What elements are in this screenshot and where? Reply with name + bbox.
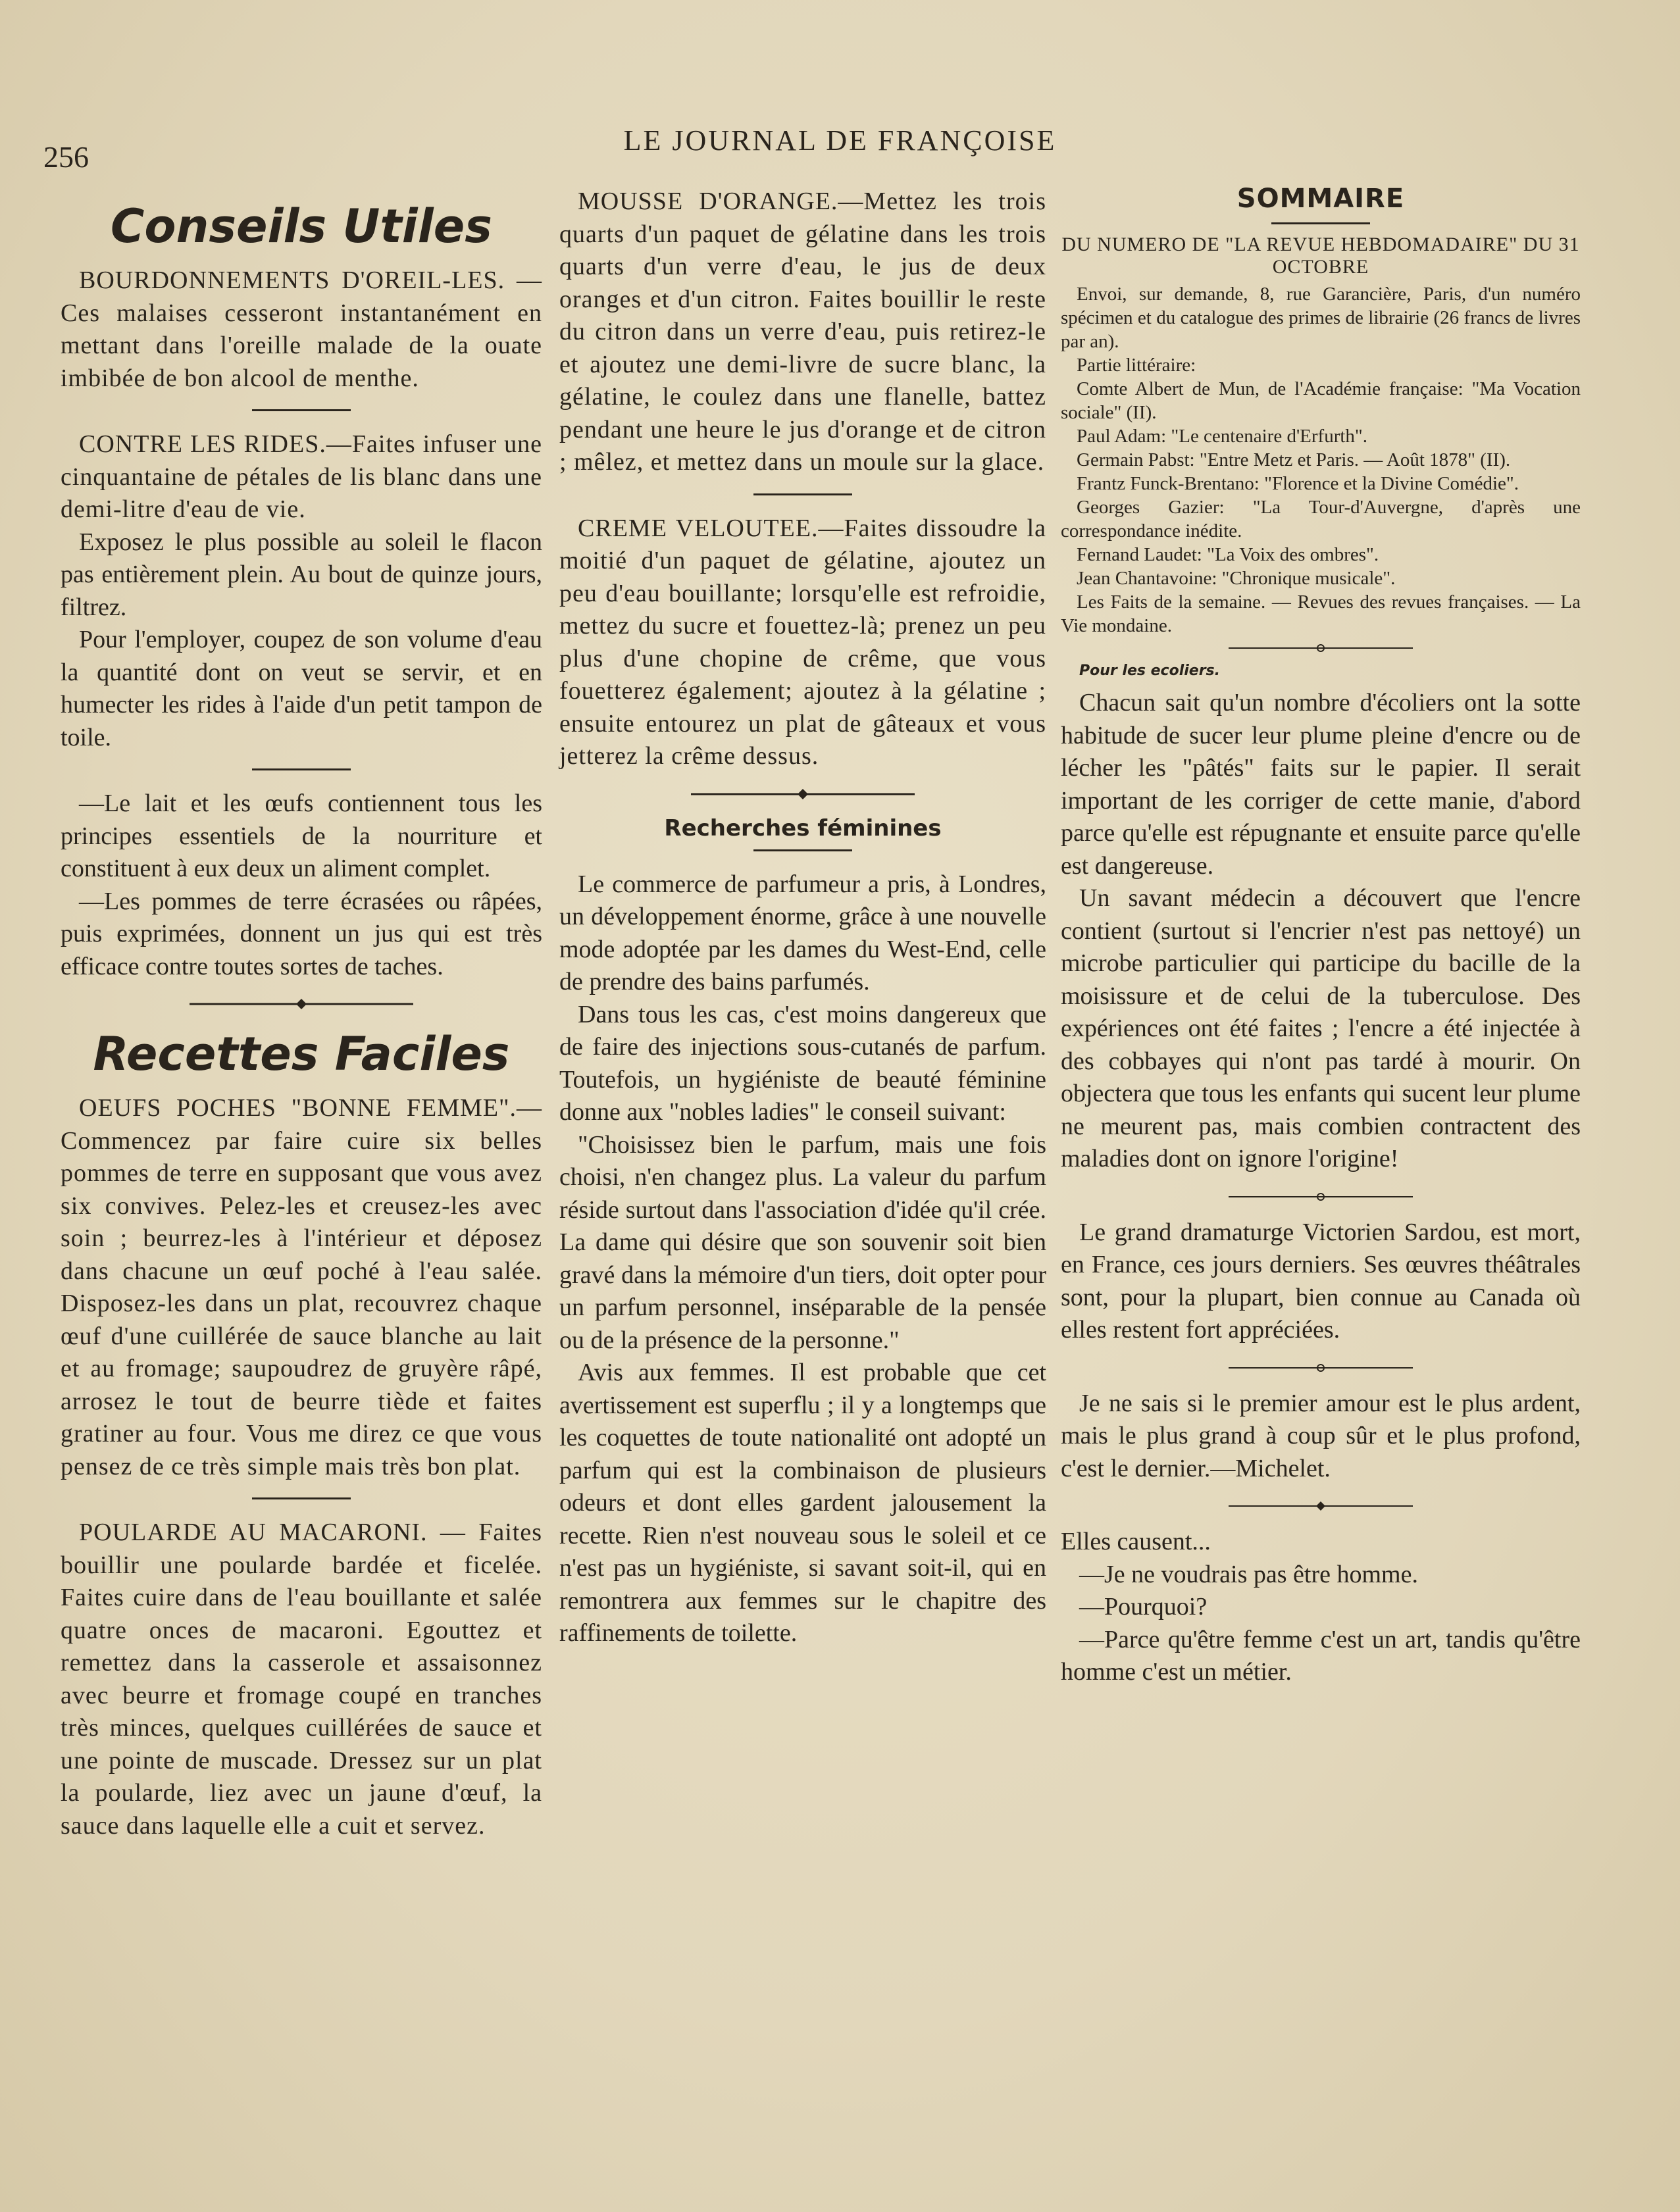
dialogue-line: —Je ne voudrais pas être homme. [1079, 1560, 1418, 1588]
article-encre-microbe: Un savant médecin a découvert que l'encre contient (surtout si l'encrier n'est pas nettoyé) un microbe particulier qui participe du bacille de la moisissure et de celui de la tuberculose. Des expériences ont été faites ; l'encre a été injectée à des cobbayes qui n'ont pas tardé à mourir. On objectera que tous les enfants qui sucent leur plume ne meurent pas, mais combien contractent des maladies dont on ignore l'origine! [1061, 884, 1581, 1172]
article-rides-employer: Pour l'employer, coupez de son volume d'eau la quantité dont on veut se servir, et en humecter les rides à l'aide d'un petit tampon de toile. [61, 626, 542, 751]
sommaire-item: Les Faits de la semaine. — Revues des revues françaises. — La Vie mondaine. [1061, 591, 1581, 636]
article-ecoliers: Chacun sait qu'un nombre d'écoliers ont la sotte habitude de sucer leur plume pleine d'encre ou de lécher les "pâtés" faits sur le papier. Il serait important de les corriger de cette manie, d'abord parce qu'elle est répugnante et ensuite parce qu'elle est dangereuse. [1061, 689, 1581, 880]
recipe-poularde-macaroni: POULARDE AU MACARONI. — Faites bouillir une poularde bardée et ficelée. Faites cuire dans de l'eau bouillante et salée quatre onces de macaroni. Egouttez et remettez dans la casserole et assaisonnez avec beurre et fromage coupé en tranches très minces, quelques cuillérées de sauce et une pointe de muscade. Dressez sur un plat la poularde, liez avec un jaune d'œuf, la sauce dans laquelle elle a cuit et servez. [61, 1519, 542, 1840]
article-parfumeur: Le commerce de parfumeur a pris, à Londres, un développement énorme, grâce à une nouvelle mode adoptée par les dames du West-End, celle de prendre des bains parfumés. [559, 870, 1046, 995]
heading-sommaire: SOMMAIRE [1236, 184, 1405, 214]
heading-recherches-feminines: Recherches féminines [664, 815, 942, 842]
divider-ornament [1202, 641, 1439, 655]
article-contre-les-rides: CONTRE LES RIDES.—Faites infuser une cinquantaine de pétales de lis blanc dans une demi-litre d'eau de vie. [61, 430, 542, 523]
sommaire-item: Frantz Funck-Brentano: "Florence et la Divine Comédie". [1077, 472, 1519, 494]
recipe-creme-veloutee: CREME VELOUTEE.—Faites dissoudre la moitié d'un paquet de gélatine, ajoutez un peu d'eau bouillante; lorsqu'elle est refroidie, mettez du sucre et fouettez-là; prenez un peu plus d'une chopine de crême, que vous fouetterez également; ajoutez à la gélatine ; ensuite entourez un plat de gâteaux et vous jetterez la crême dessus. [559, 514, 1046, 770]
divider-ornament [1202, 1190, 1439, 1203]
sommaire-item: Fernand Laudet: "La Voix des ombres". [1077, 543, 1379, 565]
dialogue-line: —Pourquoi? [1079, 1593, 1208, 1621]
heading-recettes-faciles: Recettes Faciles [93, 1027, 510, 1081]
sommaire-list [1061, 282, 1581, 638]
divider-rule [252, 768, 351, 770]
quote-michelet: Je ne sais si le premier amour est le plus ardent, mais le plus grand à coup sûr et le plus profond, c'est le dernier.—Michelet. [1061, 1389, 1581, 1482]
sommaire-item: Partie littéraire: [1077, 354, 1196, 376]
divider-rule [753, 493, 852, 495]
article-rides-expose: Exposez le plus possible au soleil le flacon pas entièrement plein. Au bout de quinze jours, filtrez. [61, 528, 542, 621]
divider-ornament [684, 788, 921, 801]
column-right [1061, 183, 1581, 1689]
article-avis-femmes: Avis aux femmes. Il est probable que cet avertissement est superflu ; il y a longtemps que les coquettes de toute nationalité ont adopté un parfum qui est la combinaison de plusieurs odeurs et dont elles gardent jalousement la recette. Rien n'est nouveau sous le soleil et ce n'est pas un hygiéniste, si savant soit-il, qui en remontrera aux femmes sur le chapitre des raffinements de toilette. [559, 1359, 1046, 1647]
divider-ornament [1202, 1499, 1439, 1513]
divider-rule [252, 1497, 351, 1499]
article-bourdonnements: BOURDONNEMENTS D'OREIL-LES. — Ces malaises cesseront instantanément en mettant dans l'oreille malade de la ouate imbibée de bon alcool de menthe. [61, 266, 542, 392]
article-lait-oeufs: —Le lait et les œufs contiennent tous les principes essentiels de la nourriture et constituent à eux deux un aliment complet. [61, 790, 542, 882]
sommaire-item: Paul Adam: "Le centenaire d'Erfurth". [1077, 425, 1367, 447]
heading-conseils-utiles: Conseils Utiles [111, 199, 492, 253]
divider-rule [1271, 222, 1370, 224]
journal-title: LE JOURNAL DE FRANÇOISE [623, 124, 1057, 157]
sommaire-item: Georges Gazier: "La Tour-d'Auvergne, d'après une correspondance inédite. [1061, 496, 1581, 541]
article-injections: Dans tous les cas, c'est moins dangereux que de faire des injections sous-cutanés de parfum. Toutefois, un hygiéniste de beauté féminine donne aux "nobles ladies" le conseil suivant: [559, 1000, 1046, 1126]
column-middle [559, 186, 1046, 1650]
sommaire-item: Jean Chantavoine: "Chronique musicale". [1077, 567, 1396, 589]
page-number: 256 [43, 140, 89, 174]
sommaire-envoi: Envoi, sur demande, 8, rue Garancière, Paris, d'un numéro spécimen et du catalogue des primes de librairie (26 francs de livres par an). [1061, 283, 1581, 352]
column-left [61, 178, 542, 1842]
dialogue-line: Elles causent... [1061, 1528, 1211, 1555]
recipe-mousse-orange: MOUSSE D'ORANGE.—Mettez les trois quarts d'un paquet de gélatine dans les trois quarts d'un verre d'eau, le jus de deux oranges et d'un citron. Faites bouillir le reste du citron dans un verre d'eau, puis retirez-le et ajoutez une demi-livre de sucre blanc, la gélatine, le coulez dans une flanelle, battez pendant une heure le jus d'orange et de citron ; mêlez, et mettez dans un moule sur la glace. [559, 188, 1046, 476]
article-sardou: Le grand dramaturge Victorien Sardou, est mort, en France, ces jours derniers. Ses œuvres théâtrales sont, pour la plupart, bien connue au Canada où elles restent fort appréciées. [1061, 1218, 1581, 1344]
sommaire-item: Germain Pabst: "Entre Metz et Paris. — Août 1878" (II). [1077, 449, 1511, 470]
article-pommes-de-terre: —Les pommes de terre écrasées ou râpées, puis exprimées, donnent un jus qui est très efficace contre toutes sortes de taches. [61, 887, 542, 980]
dialogue-line: —Parce qu'être femme c'est un art, tandis qu'être homme c'est un métier. [1061, 1625, 1581, 1686]
sommaire-item: Comte Albert de Mun, de l'Académie française: "Ma Vocation sociale" (II). [1061, 378, 1581, 423]
sommaire-subtitle: DU NUMERO DE "LA REVUE HEBDOMADAIRE" DU 31 OCTOBRE [1061, 233, 1580, 278]
divider-ornament [183, 997, 420, 1011]
divider-rule [252, 409, 351, 411]
recipe-oeufs-poches: OEUFS POCHES "BONNE FEMME".—Commencez par faire cuire six belles pommes de terre en supposant que vous avez six convives. Pelez-les et creusez-les avec soin ; beurrez-les à l'intérieur et déposez dans chacune un œuf poché à l'eau salée. Disposez-les dans un plat, recouvrez chaque œuf d'une cuillérée de sauce blanche au lait et au fromage; saupoudrez de gruyère râpé, arrosez le tout de beurre tiède et faites gratiner au four. Vous me direz ce que vous pensez de ce très simple mais très bon plat. [61, 1094, 542, 1480]
heading-pour-les-ecoliers: Pour les ecoliers. [1079, 662, 1221, 679]
article-conseil-parfum: "Choisissez bien le parfum, mais une fois choisi, n'en changez plus. La valeur du parfum réside surtout dans l'association d'idée qu'il crée. La dame qui désire que son souvenir soit bien gravé dans la mémoire d'un tiers, doit opter pour un parfum personnel, inséparable de la pensée ou de la présence de la personne." [559, 1130, 1046, 1354]
divider-ornament [1202, 1361, 1439, 1374]
divider-rule [753, 849, 852, 851]
